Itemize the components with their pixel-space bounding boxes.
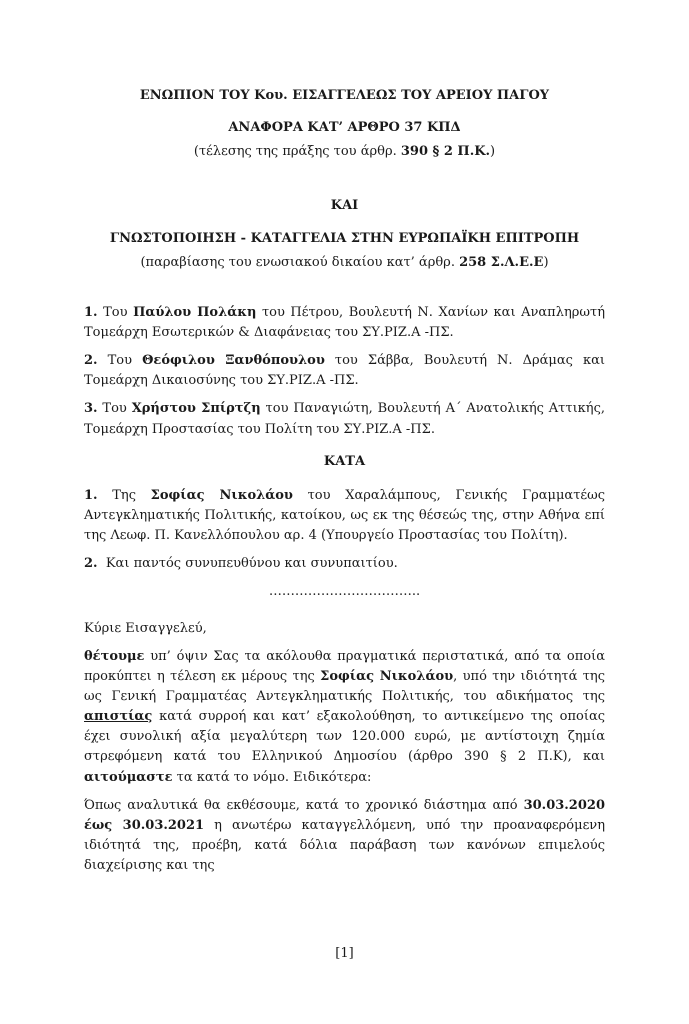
notification-title: ΓΝΩΣΤΟΠΟΙΗΣΗ - ΚΑΤΑΓΓΕΛΙΑ ΣΤΗΝ ΕΥΡΩΠΑΪΚΗ ΕΠΙΤΡΟΠΗ [109,230,580,246]
treaty-ref: 258 Σ.Λ.Ε.Ε [459,254,544,270]
body-paragraph-2: Όπως αναλυτικά θα εκθέσουμε, κατά το χρονικό διάστημα από 30.03.2020 έως 30.03.2021 η ανωτέρω καταγγελλόμενη, υπό την προαναφερόμενη ιδιότητά της, προέβη, κατά δόλια παράβαση των κανόνων επιμελούς διαχείρισης και της [84,797,605,874]
court-heading: ΕΝΩΠΙΟΝ ΤΟΥ Κου. ΕΙΣΑΓΓΕΛΕΩΣ ΤΟΥ ΑΡΕΙΟΥ ΠΑΓΟΥ [139,88,550,103]
complainant-2: 2. Του Θεόφιλου Ξανθόπουλου του Σάββα, Βουλευτή Ν. Δράμας και Τομεάρχη Δικαιοσύνης του ΣΥ.ΡΙΖ.Α -ΠΣ. [84,353,605,389]
article-ref: 390 § 2 Π.Κ. [400,144,491,160]
complainant-name: Παύλου Πολάκη [133,304,257,320]
separator-dots: …………………………….. [268,584,421,600]
body-paragraph-1: θέτουμε υπ’ όψιν Σας τα ακόλουθα πραγματικά περιστατικά, από τα οποία προκύπτει η τέλεση εκ μέρους της Σοφίας Νικολάου, υπό την ιδιότητά της ως Γενική Γραμματέας Αντεγκληματικής Πολιτικής, του αδικήματος της απιστίας κατά συρροή και κατ’ εξακολούθηση, το αντικείμενο της οποίας έχει συνολική αξία μεγαλύτερη των 120.000 ευρώ, με αντίστοιχη ζημία στρεφόμενη κατά του Ελληνικού Δημοσίου (άρθρο 390 § 2 Π.Κ), και αιτούμαστε τα κατά το νόμο. Ειδικότερα: [84,648,605,785]
date-range: 30.03.2020 έως 30.03.2021 [84,797,605,833]
defendant-2: 2. Και παντός συνυπευθύνου και συνυπαιτίου. [84,556,398,572]
and-heading: ΚΑΙ [330,198,359,214]
against-heading: ΚΑΤΑ [323,453,366,469]
complainant-3: 3. Του Χρήστου Σπίρτζη του Παναγιώτη, Βουλευτή Α΄ Ανατολικής Αττικής, Τομεάρχη Προστασίας του Πολίτη του ΣΥ.ΡΙΖ.Α -ΠΣ. [84,401,605,437]
page-number: [1] [335,946,354,961]
complainant-name: Θεόφιλου Ξανθόπουλου [142,353,325,369]
defendant-name: Σοφίας Νικολάου [150,487,293,503]
offense-term: απιστίας [84,709,153,725]
document-page [84,86,605,884]
defendant-1: 1. Της Σοφίας Νικολάου του Χαραλάμπους, Γενικής Γραμματέως Αντεγκληματικής Πολιτικής, κατοίκου, ως εκ της θέσεώς της, στην Αθήνα επί της Λεωφ. Π. Κανελλόπουλου αρ. 4 (Υπουργείο Προστασίας του Πολίτη). [84,487,606,544]
notification-subtitle: (παραβίασης του ενωσιακού δικαίου κατ’ άρθρ. 258 Σ.Λ.Ε.Ε) [140,254,549,270]
salutation: Κύριε Εισαγγελεύ, [84,620,207,636]
complainant-name: Χρήστου Σπίρτζη [131,401,261,417]
report-title: ΑΝΑΦΟΡΑ ΚΑΤ’ ΑΡΘΡΟ 37 ΚΠΔ [228,120,461,136]
report-subtitle: (τέλεσης της πράξης του άρθρ. 390 § 2 Π.Κ.) [193,144,496,160]
complainant-1: 1. Του Παύλου Πολάκη του Πέτρου, Βουλευτή Ν. Χανίων και Αναπληρωτή Τομεάρχη Εσωτερικών & Διαφάνειας του ΣΥ.ΡΙΖ.Α -ΠΣ. [84,304,605,340]
defendant-name-inline: Σοφίας Νικολάου [320,668,454,684]
